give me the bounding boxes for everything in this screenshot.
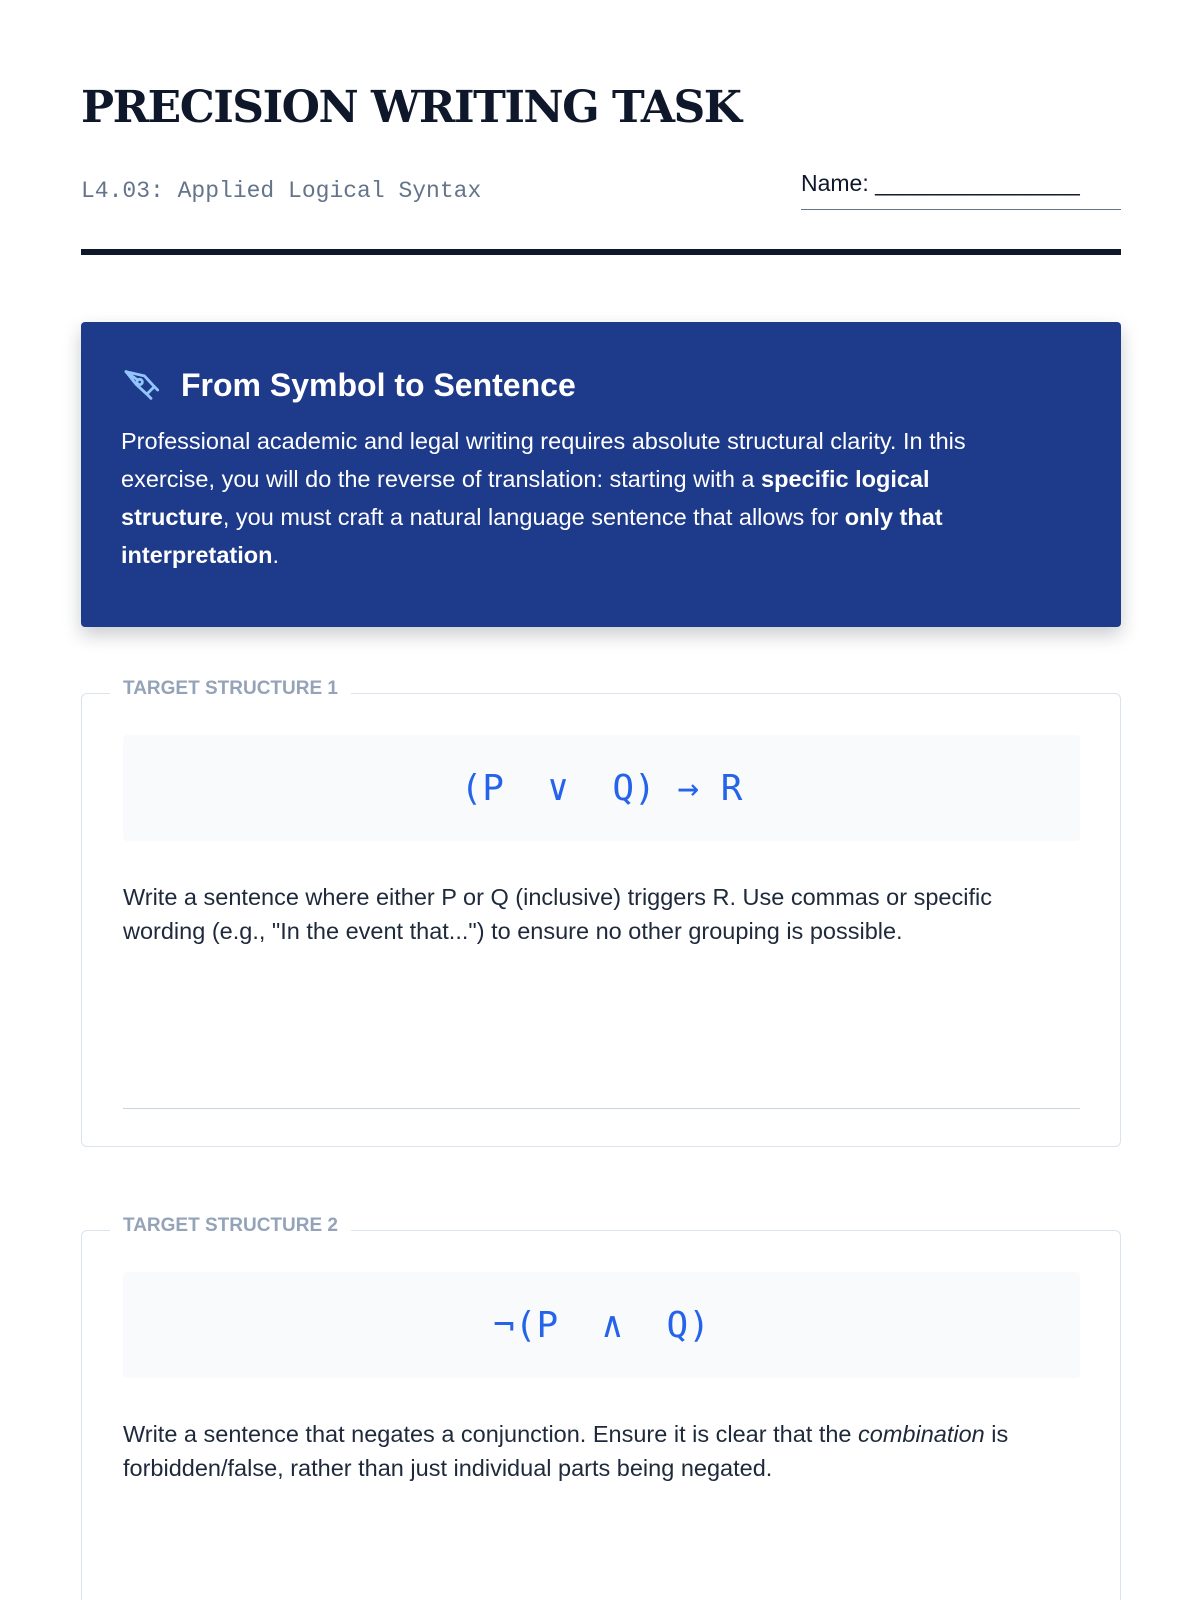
pen-nib-icon <box>121 365 161 405</box>
name-field[interactable]: Name: ________________ <box>801 170 1121 210</box>
intro-title: From Symbol to Sentence <box>181 366 576 403</box>
intro-banner <box>81 322 1121 627</box>
task-prompt: Write a sentence where either P or Q (inclusive) triggers R. Use commas or specific wording (e.g., "In the event that...") to ensure no other grouping is possible. <box>123 884 992 944</box>
intro-text: Professional academic and legal writing requires absolute structural clarity. In this exercise, you will do the reverse of translation: starting with a specific logical structure, you must craft a natural language sentence that allows for only that interpretation. <box>121 428 966 568</box>
header-divider <box>81 249 1121 255</box>
emphasis-specific-structure: specific logical structure <box>121 466 930 530</box>
page-title: PRECISION WRITING TASK <box>81 82 741 133</box>
task-label: TARGET STRUCTURE 1 <box>110 678 351 700</box>
task-card-1 <box>81 678 1121 1147</box>
task-card-2 <box>81 1215 1121 1600</box>
target-formula: ¬(P ∧ Q) <box>123 1272 1080 1378</box>
lesson-code: L4.03: Applied Logical Syntax <box>81 178 482 204</box>
target-formula: (P ∨ Q) → R <box>123 735 1080 841</box>
task-prompt: Write a sentence that negates a conjunction. Ensure it is clear that the combination is forbidden/false, rather than just individual parts being negated. <box>123 1421 1009 1481</box>
emphasis-combination: combination <box>858 1421 985 1447</box>
answer-line[interactable] <box>123 1108 1080 1109</box>
emphasis-only-interpretation: only that interpretation <box>121 504 943 568</box>
task-label: TARGET STRUCTURE 2 <box>110 1215 351 1237</box>
intro-header <box>121 362 1081 408</box>
